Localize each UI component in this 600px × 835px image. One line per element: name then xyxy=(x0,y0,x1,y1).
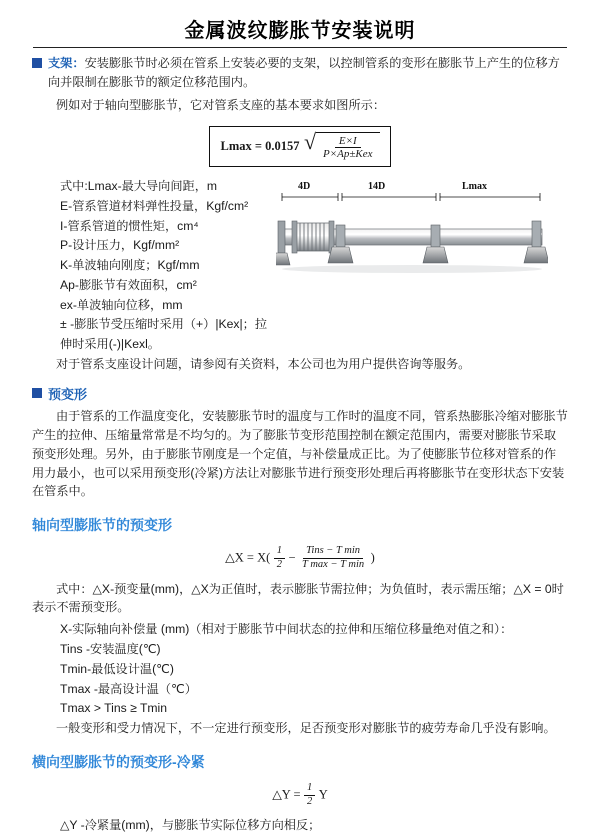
dim-label-14d: 14D xyxy=(368,181,386,192)
axial-terms-list xyxy=(32,620,568,719)
list-item: X-实际轴向补偿量 (mm)（相对于膨胀节中间状态的拉伸和压缩位移量绝对值之和）： xyxy=(60,622,513,637)
formula-lateral-den: 2 xyxy=(307,795,313,807)
radical-icon: √ xyxy=(303,128,317,154)
section-bracket-lead xyxy=(32,54,568,92)
formula-lmax-wrapper xyxy=(32,118,568,173)
list-item: E-管系管道材料弹性投量，Kgf/cm² xyxy=(60,198,249,213)
subsection-axial-heading: 轴向型膨胀节的预变形 xyxy=(32,517,172,534)
blue-square-icon xyxy=(32,388,42,398)
list-item: ex-单波轴向位移，mm xyxy=(60,297,183,312)
section-bracket-para1: 安装膨胀节时必须在管系上安装必要的支架，以控制管系的变形在膨胀节上产生的位移方向并限制在膨胀节的额定位移范围内。 xyxy=(48,56,560,89)
subsection-lateral-heading: 横向型膨胀节的预变形-冷紧 xyxy=(32,754,205,771)
formula-axial-rhs: ) xyxy=(370,550,375,565)
formula-lateral-rhs: Y xyxy=(318,787,328,802)
document-body xyxy=(0,54,600,835)
formula-lateral-lhs: △Y = xyxy=(272,787,301,802)
formula-axial-ratio-den: T max − T min xyxy=(302,558,365,570)
formula-lmax-lhs: Lmax = 0.0157 xyxy=(220,138,300,153)
formula-axial-wrapper xyxy=(32,545,568,571)
formula-lateral-wrapper xyxy=(32,782,568,808)
formula-lateral-num: 1 xyxy=(304,782,315,796)
dim-label-4d: 4D xyxy=(298,181,311,192)
axial-note: 式中：△X-预变量(mm)，△X为正值时，表示膨胀节需拉伸；为负值时，表示需压缩；△X = 0时表示不需预变形。 xyxy=(32,581,564,615)
title-divider xyxy=(33,47,567,48)
pipe-support-diagram xyxy=(276,177,548,295)
list-item: ± -膨胀节受压缩时采用（+）|Kex|；拉伸时采用(-)|Kexl。 xyxy=(60,317,268,352)
list-item: Ap-膨胀节有效面积，cm² xyxy=(60,277,197,292)
axial-closing: 一般变形和受力情况下，不一定进行预变形，足否预变形对膨胀节的疲劳寿命几乎没有影响。 xyxy=(56,721,556,736)
dimension-labels xyxy=(298,181,487,192)
blue-square-icon xyxy=(32,58,42,68)
formula-lmax-denominator: P×Ap±Kex xyxy=(323,148,373,161)
document-page xyxy=(0,14,600,833)
section-bracket-text xyxy=(48,54,568,92)
section-bracket-para2: 例如对于轴向型膨胀节，它对管系支座的基本要求如图所示： xyxy=(56,97,386,112)
list-item: P-设计压力，Kgf/mm² xyxy=(60,238,180,253)
bracket-note: 对于管系支座设计问题，请参阅有关资料，本公司也为用户提供咨询等服务。 xyxy=(56,356,471,371)
formula-lmax-sqrt xyxy=(303,128,380,161)
page-title: 金属波纹膨胀节安装说明 xyxy=(184,20,416,42)
legend-and-diagram xyxy=(32,177,568,355)
list-item: I-管系管道的惯性矩，cm⁴ xyxy=(60,218,199,233)
bellows-expansion-joint xyxy=(292,221,334,253)
list-item: 式中:Lmax-最大导向间距，m xyxy=(60,179,218,193)
formula-axial-half-den: 2 xyxy=(276,558,283,570)
formula-axial-ratio-num: Tins − T min xyxy=(303,545,363,559)
ground-shadow xyxy=(282,265,542,273)
formula-lmax-fraction xyxy=(316,132,380,161)
dim-label-lmax: Lmax xyxy=(462,181,487,192)
dimension-arrows xyxy=(282,193,540,201)
formula-lmax-numerator: E×I xyxy=(335,135,361,149)
list-item: K-单波轴向刚度；Kgf/mm xyxy=(60,258,200,273)
formula-axial-minus: − xyxy=(288,550,296,565)
formula-lateral-half xyxy=(304,782,315,808)
formula-lmax-box xyxy=(209,126,390,167)
formula-axial-lhs: △X = X( xyxy=(225,550,271,565)
list-item: Tmin-最低设计温(℃) xyxy=(60,661,174,676)
formula-axial-temp-ratio xyxy=(299,545,367,571)
legend-list xyxy=(32,177,270,355)
formula-axial-half-num: 1 xyxy=(274,545,285,559)
list-item: Tmax -最高设计温（℃） xyxy=(60,681,197,696)
section-predeform-para1: 由于管系的工作温度变化，安装膨胀节时的温度与工作时的温度不同，管系热膨胀冷缩对膨胀节产生的拉伸、压缩量常常是不均匀的。为了膨胀节变形范围控制在额定范围内，需要对膨胀节采取预变形处理。另外，由于膨胀节刚度是一个定值，与补偿量成正比。为了使膨胀节位移对管系的作用力最小，也可以采用预变形(冷紧)方法让对膨胀节进行预变形处理后再将膨胀节在变形状态下安装在管系中。 xyxy=(32,408,568,499)
legend-column xyxy=(32,177,270,355)
section-predeform-heading-row xyxy=(32,384,568,403)
pipe-diagram-svg xyxy=(276,177,548,295)
fraction xyxy=(319,135,377,161)
section-bracket-heading: 支架： xyxy=(48,56,85,70)
list-item: Tmax > Tins ≥ Tmin xyxy=(60,701,168,716)
lateral-note: △Y -冷紧量(mm)，与膨胀节实际位移方向相反； xyxy=(60,818,321,833)
section-predeform-heading: 预变形 xyxy=(48,386,88,402)
formula-axial-half xyxy=(274,545,285,571)
list-item: Tins -安装温度(℃) xyxy=(60,642,161,657)
